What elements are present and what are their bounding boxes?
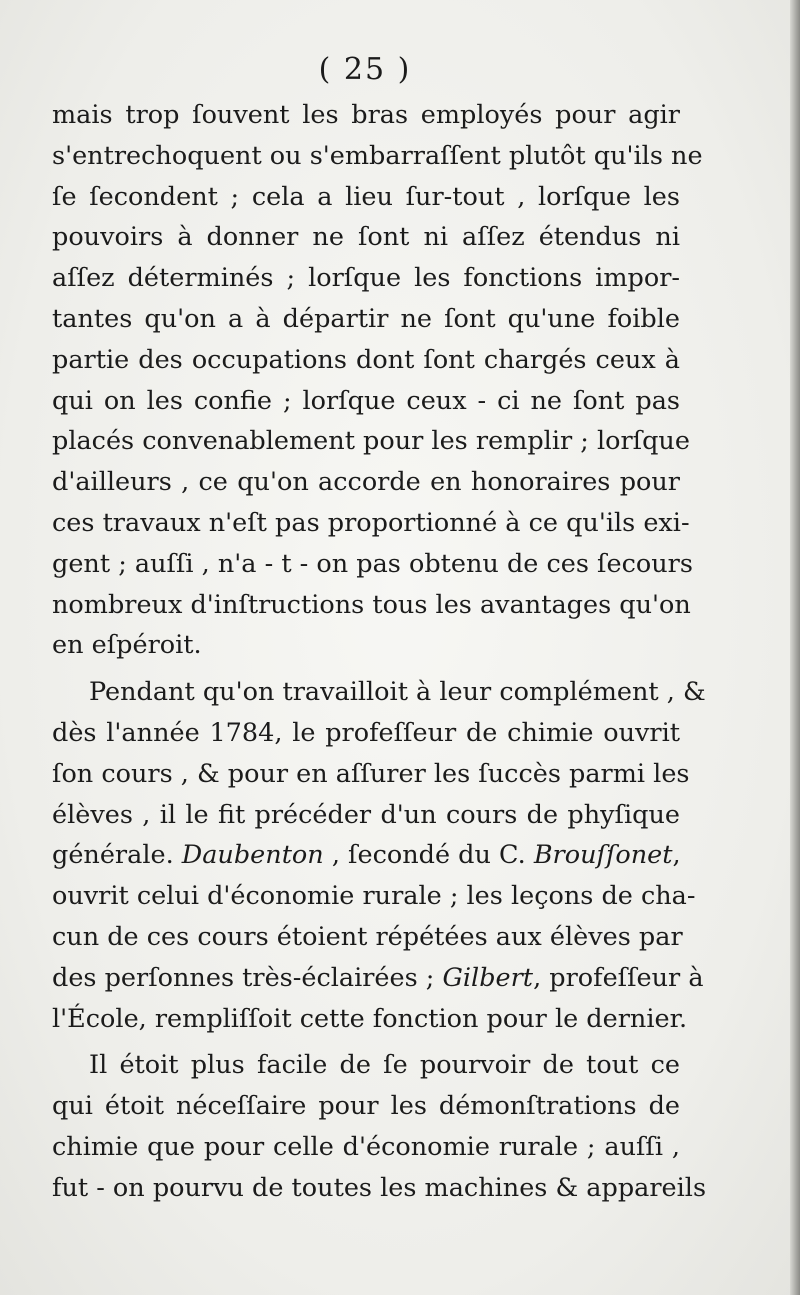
body-text [52, 95, 707, 1209]
text-line: en eſpéroit. [52, 630, 202, 661]
text-line: cun de ces cours étoient répétées aux élèves par [52, 921, 683, 952]
text-fragment: , ſecondé du C. [323, 840, 534, 871]
text-line: tantes qu'on a à départir ne ſont qu'une foible [52, 303, 680, 334]
text-fragment: générale. [52, 840, 182, 871]
text-line: l'École, rempliſſoit cette fonction pour le dernier. [52, 1003, 688, 1034]
text-line-with-names [52, 958, 704, 999]
text-line: nombreux d'inſtructions tous les avantages qu'on [52, 589, 691, 620]
text-line-with-names [52, 835, 680, 876]
text-line: gent ; auſſi , n'a - t - on pas obtenu de ces ſecours [52, 548, 693, 579]
text-line: Il étoit plus facile de ſe pourvoir de tout ce [89, 1050, 680, 1081]
page-number: ( 25 ) [318, 52, 412, 87]
text-fragment: des perſonnes très-éclairées ; [52, 962, 443, 993]
text-fragment: , [672, 840, 681, 871]
person-name: Brouſſonet [533, 840, 673, 871]
text-line: d'ailleurs , ce qu'on accorde en honoraires pour [52, 467, 680, 498]
text-line: qui étoit néceſſaire pour les démonſtrations de [52, 1091, 680, 1122]
text-line: dès l'année 1784, le profeſſeur de chimie ouvrit [52, 717, 680, 748]
text-line: ouvrit celui d'économie rurale ; les leçons de cha- [52, 881, 696, 912]
text-line: mais trop ſouvent les bras employés pour agir [52, 100, 680, 130]
page-edge [790, 0, 800, 1295]
person-name: Gilbert [442, 962, 534, 993]
text-line: placés convenablement pour les remplir ; lorſque [52, 426, 690, 457]
text-line: s'entrechoquent ou s'embarraſſent plutôt qu'ils ne [52, 140, 703, 171]
person-name: Daubenton [181, 840, 324, 871]
text-line: fut - on pourvu de toutes les machines & appareils [52, 1172, 707, 1203]
text-line: élèves , il le fit précéder d'un cours de phyſique [52, 799, 680, 830]
text-line: ces travaux n'eſt pas proportionné à ce qu'ils exi- [52, 507, 690, 538]
text-line: ſon cours , & pour en aſſurer les ſuccès parmi les [52, 758, 690, 789]
text-line: chimie que pour celle d'économie rurale ; auſſi , [52, 1131, 680, 1162]
text-fragment: , profeſſeur à [533, 962, 704, 993]
text-line: ſe ſecondent ; cela a lieu ſur-tout , lorſque les [52, 181, 680, 212]
text-line: partie des occupations dont ſont chargés ceux à [52, 344, 680, 375]
text-line: qui on les confie ; lorſque ceux - ci ne ſont pas [52, 385, 680, 416]
text-line: Pendant qu'on travailloit à leur complément , & [89, 677, 706, 708]
text-line: pouvoirs à donner ne ſont ni aſſez étendus ni [52, 222, 680, 253]
text-line: aſſez déterminés ; lorſque les fonctions impor- [52, 263, 680, 294]
